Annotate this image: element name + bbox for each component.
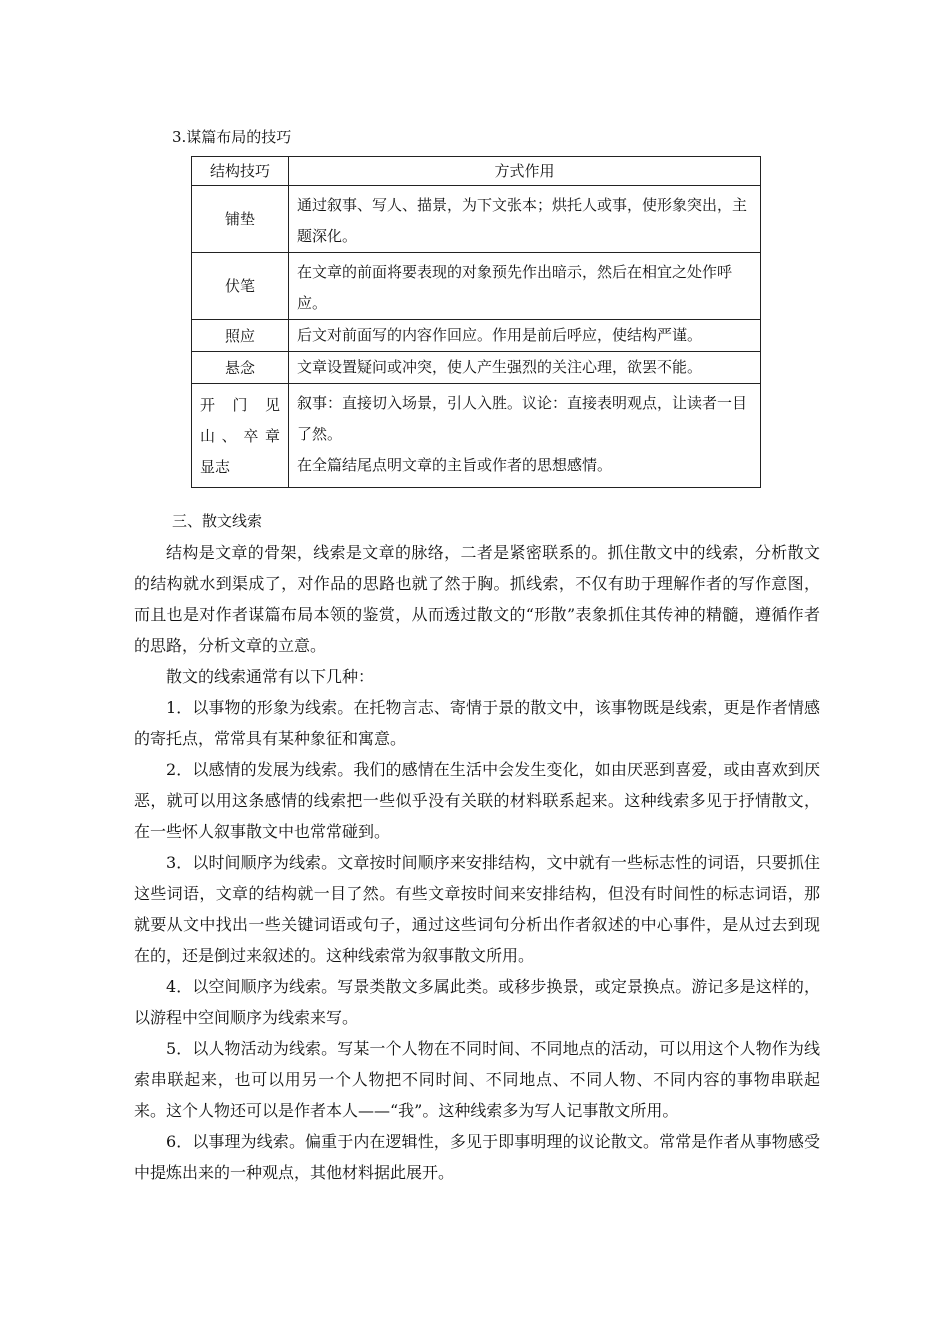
table-header-row — [192, 157, 761, 186]
body-text — [134, 537, 820, 1188]
technique-cell: 伏笔 — [192, 253, 289, 320]
header-function: 方式作用 — [289, 157, 761, 186]
description-cell: 文章设置疑问或冲突，使人产生强烈的关注心理，欲罢不能。 — [289, 352, 761, 384]
paragraph: 散文的线索通常有以下几种： — [166, 667, 375, 686]
description-cell: 在文章的前面将要表现的对象预先作出暗示，然后在相宜之处作呼应。 — [289, 253, 761, 320]
technique-cell: 照应 — [192, 320, 289, 352]
header-technique: 结构技巧 — [192, 157, 289, 186]
technique-line: 山、卒章 — [200, 427, 280, 445]
table-row — [192, 352, 761, 384]
description-cell — [289, 384, 761, 488]
section-3-heading: 3.谋篇布局的技巧 — [172, 128, 292, 146]
section-title: 三、散文线索 — [172, 512, 263, 530]
description-cell: 后文对前面写的内容作回应。作用是前后呼应，使结构严谨。 — [289, 320, 761, 352]
paragraph: 3．以时间顺序为线索。文章按时间顺序来安排结构，文中就有一些标志性的词语，只要抓住这些词语，文章的结构就一目了然。有些文章按时间来安排结构，但没有时间性的标志词语，那就要从文中找出一些关键词语或句子，通过这些词句分析出作者叙述的中心事件，是从过去到现在的，还是倒过来叙述的。这种线索常为叙事散文所用。 — [134, 853, 820, 965]
technique-cell: 铺垫 — [192, 186, 289, 253]
paragraph: 2．以感情的发展为线索。我们的感情在生活中会发生变化，如由厌恶到喜爱，或由喜欢到厌恶，就可以用这条感情的线索把一些似乎没有关联的材料联系起来。这种线索多见于抒情散文，在一些怀人叙事散文中也常常碰到。 — [134, 760, 820, 841]
techniques-table — [191, 156, 761, 488]
paragraph: 1．以事物的形象为线索。在托物言志、寄情于景的散文中，该事物既是线索，更是作者情感的寄托点，常常具有某种象征和寓意。 — [134, 698, 820, 748]
description-cell: 通过叙事、写人、描景，为下文张本；烘托人或事，使形象突出，主题深化。 — [289, 186, 761, 253]
paragraph: 5．以人物活动为线索。写某一个人物在不同时间、不同地点的活动，可以用这个人物作为线索串联起来，也可以用另一个人物把不同时间、不同地点、不同人物、不同内容的事物串联起来。这个人物还可以是作者本人——“我”。这种线索多为写人记事散文所用。 — [134, 1039, 820, 1120]
paragraph: 4．以空间顺序为线索。写景类散文多属此类。或移步换景，或定景换点。游记多是这样的，以游程中空间顺序为线索来写。 — [134, 977, 820, 1027]
paragraph: 6．以事理为线索。偏重于内在逻辑性，多见于即事明理的议论散文。常常是作者从事物感受中提炼出来的一种观点，其他材料据此展开。 — [134, 1132, 820, 1182]
technique-line: 显志 — [200, 458, 231, 476]
paragraph: 结构是文章的骨架，线索是文章的脉络，二者是紧密联系的。抓住散文中的线索，分析散文的结构就水到渠成了，对作品的思路也就了然于胸。抓线索，不仅有助于理解作者的写作意图，而且也是对作者谋篇布局本领的鉴赏，从而透过散文的“形散”表象抓住其传神的精髓，遵循作者的思路，分析文章的立意。 — [134, 543, 820, 655]
table-row — [192, 186, 761, 253]
table-row — [192, 320, 761, 352]
technique-cell — [192, 384, 289, 488]
description-text: 在全篇结尾点明文章的主旨或作者的思想感情。 — [297, 456, 613, 474]
technique-line: 开 门 见 — [200, 396, 280, 414]
description-text: 叙事：直接切入场景，引人入胜。议论：直接表明观点，让读者一目了然。 — [297, 394, 748, 443]
technique-cell: 悬念 — [192, 352, 289, 384]
table-row — [192, 253, 761, 320]
table-row — [192, 384, 761, 488]
